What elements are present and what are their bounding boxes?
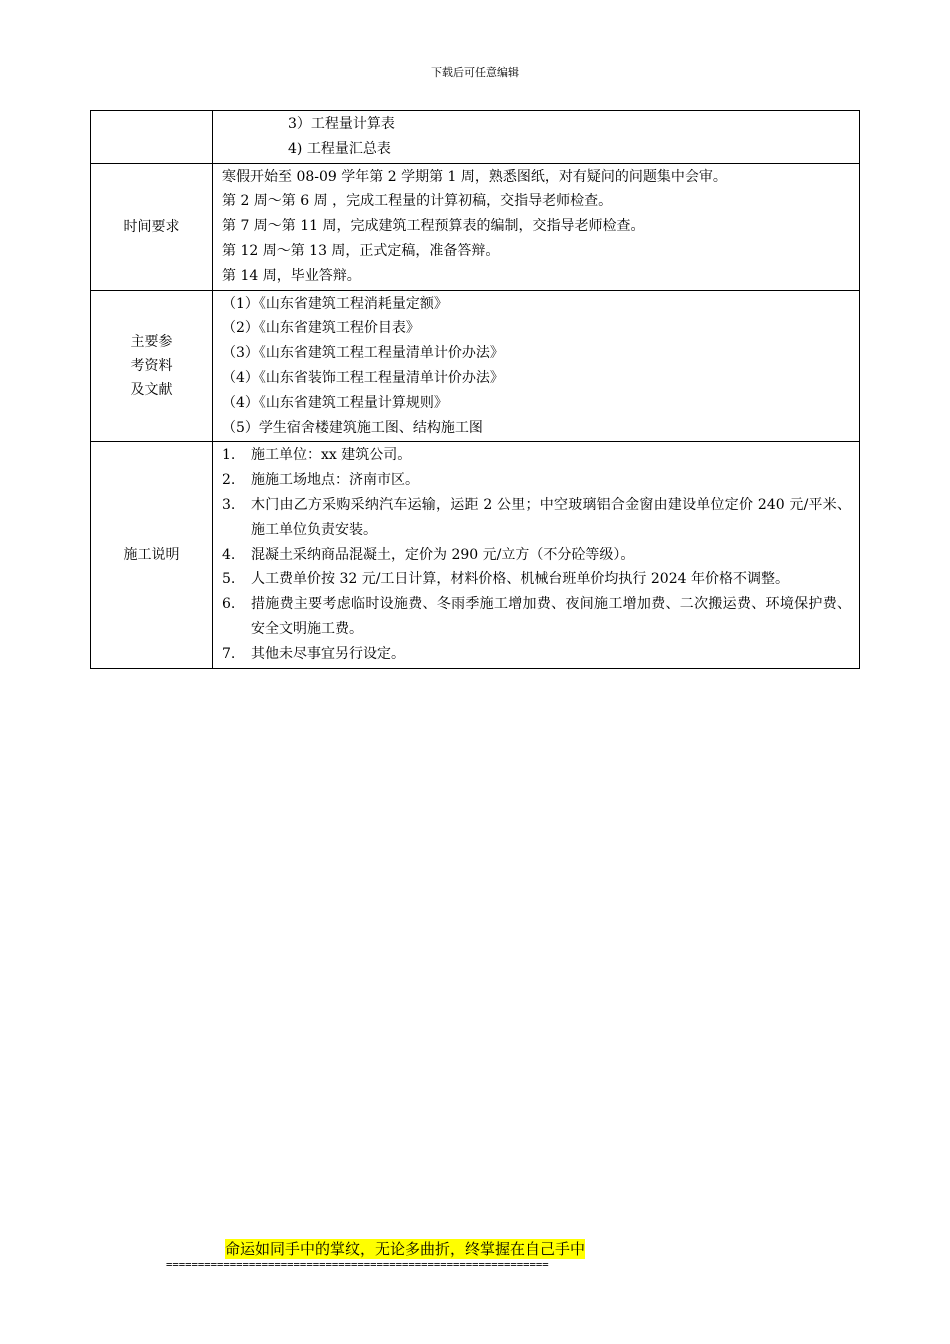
- note-number: 3.: [222, 496, 236, 513]
- reference-item: （4）《山东省装饰工程工程量清单计价办法》: [222, 369, 504, 386]
- note-number: 2.: [222, 472, 236, 489]
- reference-item: （2）《山东省建筑工程价目表》: [222, 320, 420, 337]
- table-row-references: [91, 290, 860, 442]
- table-row-construction-notes: [91, 442, 860, 668]
- note-text: 其他未尽事宜另行设定。: [251, 645, 405, 662]
- note-number: 1.: [222, 447, 236, 464]
- table-row-deliverables: [91, 111, 860, 164]
- reference-item: （3）《山东省建筑工程工程量清单计价办法》: [222, 345, 504, 362]
- schedule-line: 第 7 周～第 11 周，完成建筑工程预算表的编制，交指导老师检查。: [222, 218, 645, 235]
- note-item: [222, 592, 851, 642]
- references-label-line: 及文献: [130, 381, 173, 398]
- note-number: 5.: [222, 571, 236, 588]
- footer-motto: 命运如同手中的掌纹，无论多曲折，终掌握在自己手中: [225, 1240, 586, 1258]
- references-label-line: 考资料: [130, 357, 173, 374]
- references-label-line: 主要参: [130, 333, 173, 350]
- note-item: [222, 543, 851, 568]
- schedule-line: 第 14 周，毕业答辩。: [222, 267, 361, 284]
- note-item: [222, 642, 851, 667]
- note-number: 6.: [222, 596, 236, 613]
- schedule-line: 第 12 周～第 13 周，正式定稿，准备答辩。: [222, 242, 500, 259]
- note-item: [222, 567, 851, 592]
- deliverable-item: 3）工程量计算表: [288, 116, 395, 132]
- deliverable-item: 4) 工程量汇总表: [288, 140, 391, 157]
- construction-notes-label: 施工说明: [91, 442, 213, 668]
- note-text: 木门由乙方采购采纳汽车运输，运距 2 公里；中空玻璃铝合金窗由建设单位定价 240 元/平米、施工单位负责安装。: [251, 496, 851, 538]
- assignment-table: [90, 110, 860, 669]
- note-text: 施工单位：xx 建筑公司。: [251, 447, 412, 464]
- deliverables-cell: [213, 111, 860, 164]
- reference-item: （4）《山东省建筑工程量计算规则》: [222, 394, 448, 411]
- label-cell-empty: [91, 111, 213, 164]
- note-number: 7.: [222, 645, 236, 662]
- note-text: 人工费单价按 32 元/工日计算，材料价格、机械台班单价均执行 2024 年价格不调整。: [251, 571, 789, 588]
- note-text: 措施费主要考虑临时设施费、冬雨季施工增加费、夜间施工增加费、二次搬运费、环境保护费、安全文明施工费。: [251, 596, 851, 637]
- footer-divider: ============================================================: [166, 1259, 549, 1271]
- note-number: 4.: [222, 546, 236, 563]
- note-text: 混凝土采纳商品混凝土，定价为 290 元/立方（不分砼等级）。: [251, 546, 635, 563]
- time-requirements-label: 时间要求: [91, 163, 213, 290]
- reference-item: （5）学生宿舍楼建筑施工图、结构施工图: [222, 419, 483, 436]
- reference-item: （1）《山东省建筑工程消耗量定额》: [222, 295, 448, 312]
- note-item: [222, 493, 851, 543]
- references-label: [91, 290, 213, 442]
- references-cell: [213, 290, 860, 442]
- schedule-line: 寒假开始至 08-09 学年第 2 学期第 1 周，熟悉图纸，对有疑问的问题集中会审。: [222, 168, 727, 185]
- note-item: [222, 443, 851, 468]
- time-requirements-cell: [213, 163, 860, 290]
- note-text: 施施工场地点：济南市区。: [251, 472, 419, 489]
- construction-notes-cell: [213, 442, 860, 668]
- table-row-time-requirements: [91, 163, 860, 290]
- note-item: [222, 468, 851, 493]
- schedule-line: 第 2 周～第 6 周 ，完成工程量的计算初稿，交指导老师检查。: [222, 193, 613, 210]
- header-note: 下载后可任意编辑: [431, 66, 519, 79]
